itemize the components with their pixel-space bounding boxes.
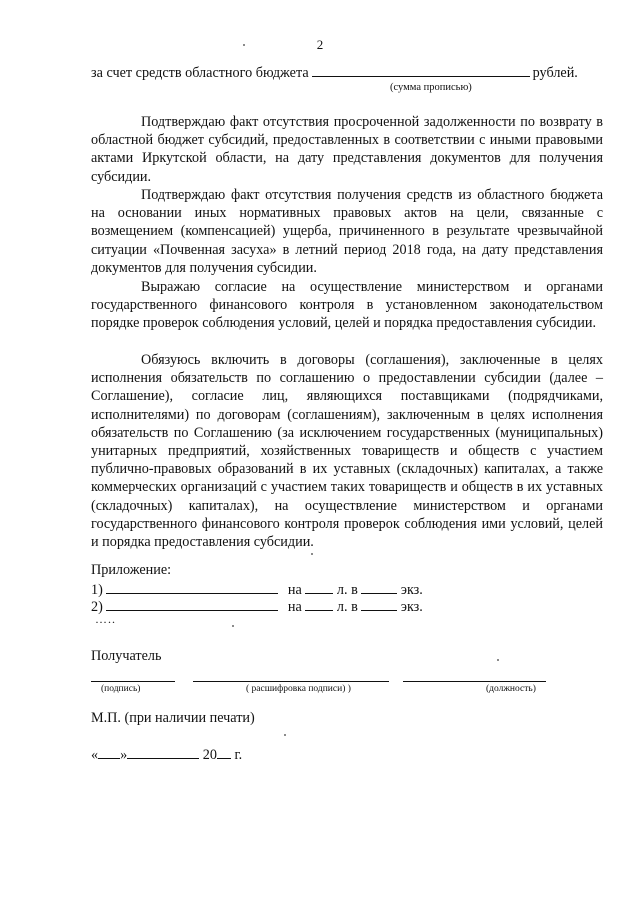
page-number: 2 [316,37,324,52]
paragraph-no-debt [91,113,603,186]
signature-line [91,680,175,682]
attachment-on-label: на [287,599,302,615]
scan-speck [232,625,234,627]
date-line [91,745,242,764]
paragraph-consent-inspection [91,278,603,333]
date-month-blank [127,745,199,759]
attachment-name-blank [106,580,278,594]
date-year-blank [217,745,231,759]
attachment-copies-label: экз. [400,599,423,615]
paragraph-text: Обязуюсь включить в договоры (соглашения), заключенные в целях исполнения обязательств по соглашению о предоставлении субсидии (далее – Соглашение), согласие лиц, являющихся поставщиками (подрядчиками, исполнителями) по договорам (соглашениям), заключенным в целях исполнения обязательств по Соглашению (за исключением государственных (муниципальных) унитарных предприятий, хозяйственных товариществ и обществ с участием публично-правовых образований в их уставных (складочных) капиталах, а также коммерческих организаций с участием таких товариществ и обществ в их уставных (складочных) капиталах), на осуществление министерством и органами государственного финансового контроля проверок соблюдения ими условий, целей и порядка предоставления субсидии. [91,352,603,551]
scan-speck [311,553,313,555]
attachment-number: 2) [91,599,103,615]
attachment-ellipsis: ….. [95,612,116,626]
date-year-suffix: г. [234,747,243,763]
scan-speck [243,44,245,46]
attachment-name-blank [106,597,278,611]
date-day-blank [98,745,120,759]
paragraph-obligation [91,351,603,551]
scan-speck [284,734,286,736]
attachment-number: 1) [91,582,103,598]
attachment-on-label: на [287,582,302,598]
paragraph-text: Выражаю согласие на осуществление министерством и органами государственного финансового контроля в установленном законодательством порядке проверок соблюдения условий, целей и порядка предоставления субсидии. [91,279,603,332]
attachment-copies-blank [361,580,397,594]
attachment-title: Приложение: [91,562,172,578]
attachment-copies-blank [361,597,397,611]
scan-speck [497,659,499,661]
attachment-sheets-label: л. в [336,582,358,598]
attachment-sheets-blank [305,580,333,594]
signature-hint: (подпись) [101,684,141,694]
budget-sum-suffix: рублей. [532,65,578,81]
position-line [403,680,546,682]
attachment-sheets-blank [305,597,333,611]
signature-decoding-hint: ( расшифровка подписи) ) [246,684,351,694]
attachment-copies-label: экз. [400,582,423,598]
date-year-prefix: 20 [202,747,217,763]
stamp-place: М.П. (при наличии печати) [91,710,255,726]
budget-sum-blank [312,63,530,77]
date-close-quote: » [120,747,128,763]
position-hint: (должность) [486,684,536,694]
budget-sum-line [91,63,603,82]
paragraph-text: Подтверждаю факт отсутствия просроченной задолженности по возврату в областной бюджет субсидий, предоставленных в соответствии с иными правовыми актами Иркутской области, на дату представления документов для получения субсидии. [91,114,603,185]
date-open-quote: « [91,747,99,763]
sum-in-words-hint: (сумма прописью) [390,82,472,93]
paragraph-text: Подтверждаю факт отсутствия получения средств из областного бюджета на основании иных нормативных правовых актов на цели, связанные с возмещением (компенсацией) ущерба, причиненного в результате чрезвычайной ситуации «Почвенная засуха» в летний период 2018 года, на дату представления документов для получения субсидии. [91,187,603,276]
signature-decoding-line [193,680,389,682]
recipient-label: Получатель [91,648,162,664]
attachment-row [91,597,423,616]
attachment-sheets-label: л. в [336,599,358,615]
budget-sum-prefix: за счет средств областного бюджета [91,65,309,81]
paragraph-no-other-funding [91,186,603,277]
